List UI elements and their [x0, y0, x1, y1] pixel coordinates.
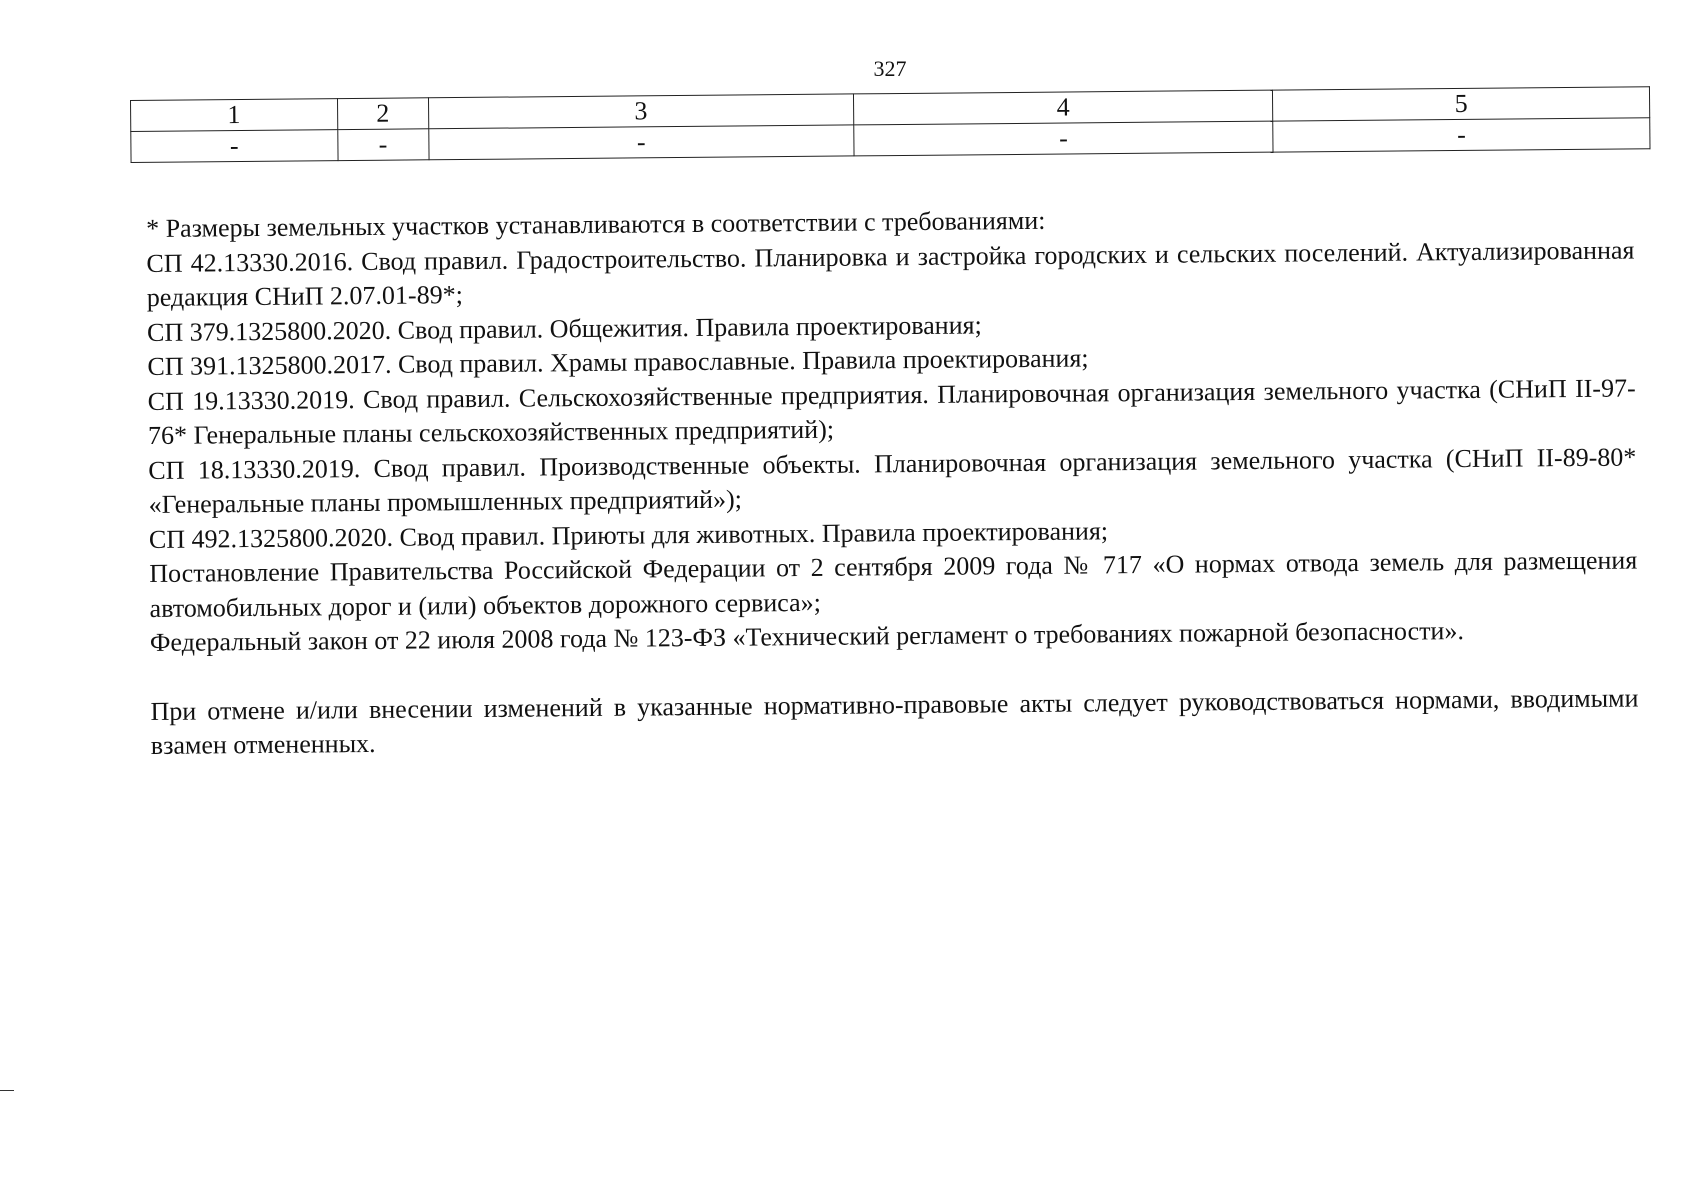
footnotes-block	[146, 198, 1639, 763]
page-number: 327	[873, 56, 907, 81]
regulation-item: Постановление Правительства Российской Федерации от 2 сентября 2009 года № 717 «О нормах отвода земель для размещения автомобильных дорог и (или) объектов дорожного сервиса»;	[149, 545, 1638, 623]
regulation-item: СП 19.13330.2019. Свод правил. Сельскохозяйственные предприятия. Планировочная организация земельного участка (СНиП II-97-76* Генеральные планы сельскохозяйственных предприятий);	[147, 372, 1636, 450]
header-cell-3: 3	[428, 94, 854, 129]
table-cell: -	[131, 130, 338, 163]
footnote-intro: * Размеры земельных участков устанавливаются в соответствии с требованиями:	[146, 205, 1046, 243]
regulation-item: СП 42.13330.2016. Свод правил. Градостроительство. Планировка и застройка городских и сельских поселений. Актуализированная редакция СНиП 2.07.01-89*;	[146, 234, 1635, 312]
regulation-item: СП 391.1325800.2017. Свод правил. Храмы православные. Правила проектирования;	[147, 343, 1089, 381]
column-number-table	[130, 86, 1651, 163]
header-cell-5: 5	[1273, 87, 1650, 121]
regulation-item: Федеральный закон от 22 июля 2008 года № 123-ФЗ «Технический регламент о требованиях пожарной безопасности».	[149, 616, 1465, 657]
header-cell-4: 4	[853, 90, 1272, 125]
header-cell-1: 1	[131, 99, 338, 132]
table-container	[130, 86, 1651, 163]
table-cell: -	[337, 129, 428, 161]
regulation-item: СП 18.13330.2019. Свод правил. Производственные объекты. Планировочная организация земельного участка (СНиП II-89-80* «Генеральные планы промышленных предприятий»);	[148, 441, 1637, 519]
table-cell: -	[854, 121, 1273, 156]
table-cell: -	[428, 125, 854, 160]
table-cell: -	[1273, 118, 1650, 152]
header-cell-2: 2	[337, 98, 428, 130]
scan-edge-mark	[0, 1090, 14, 1091]
regulation-item: СП 492.1325800.2020. Свод правил. Приюты для животных. Правила проектирования;	[148, 515, 1109, 554]
regulation-item: СП 379.1325800.2020. Свод правил. Общежития. Правила проектирования;	[146, 309, 982, 347]
closing-paragraph: При отмене и/или внесении изменений в указанные нормативно-правовые акты следует руководствоваться нормами, вводимыми взамен отмененных.	[150, 682, 1639, 760]
